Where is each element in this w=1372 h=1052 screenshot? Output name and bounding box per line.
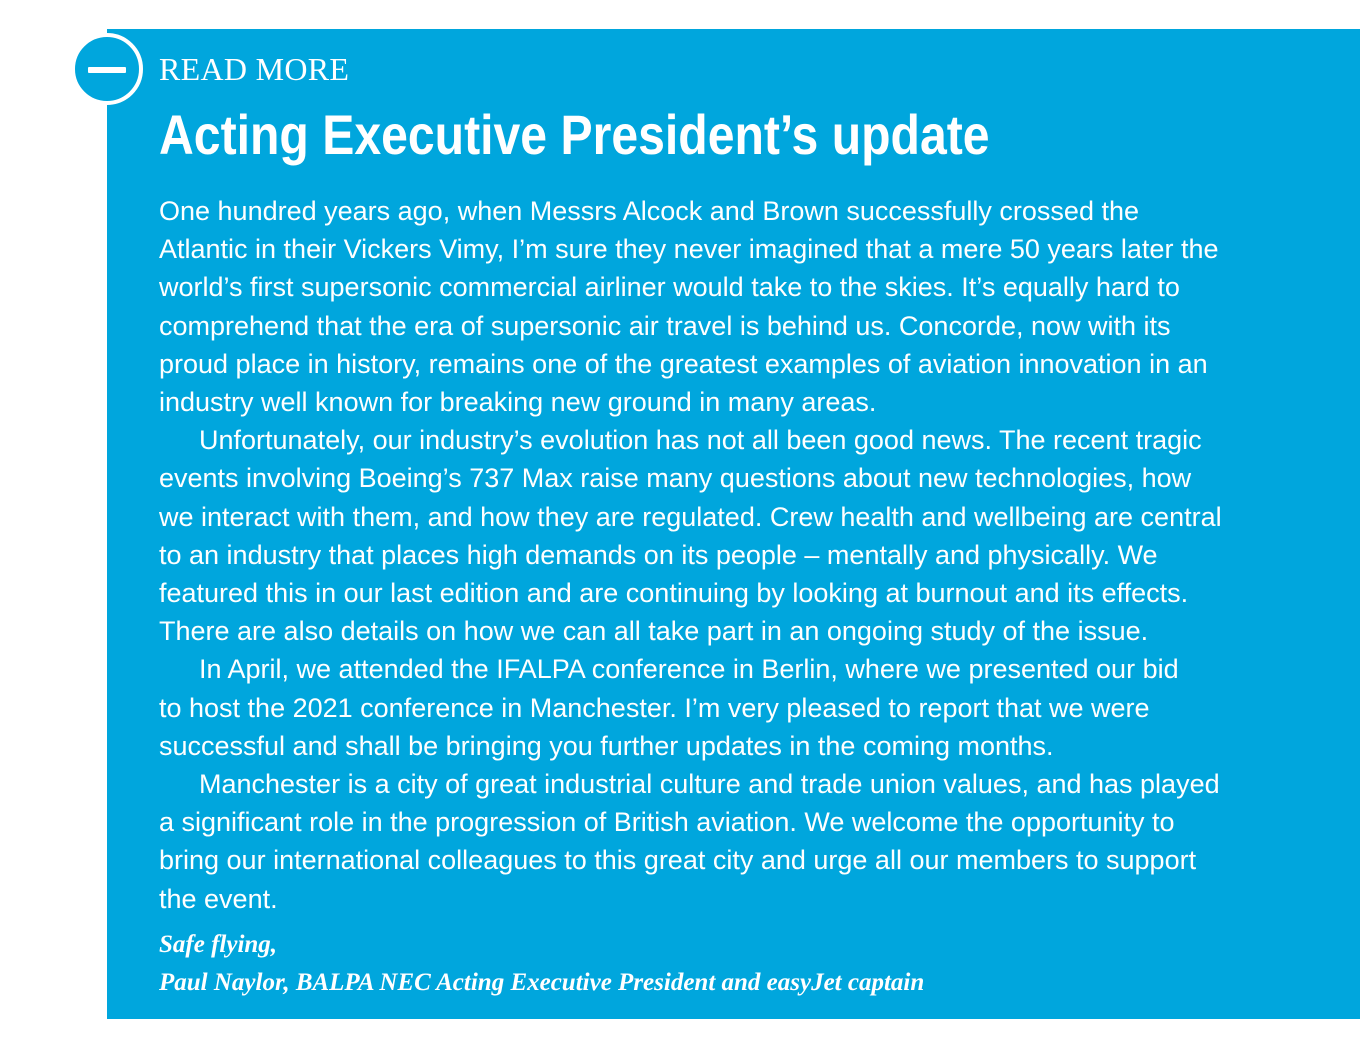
text-line: successful and shall be bringing you further updates in the coming months. [159,730,1054,761]
text-line: industry well known for breaking new ground in many areas. [159,387,877,418]
signoff-signature: Paul Naylor, BALPA NEC Acting Executive President and easyJet captain [159,969,925,996]
article-title: Acting Executive President’s update [159,103,990,166]
text-line: the event. [159,883,278,914]
text-line: One hundred years ago, when Messrs Alcock and Brown successfully crossed the [159,196,1139,226]
paragraph-3 [159,650,1349,765]
text-line: world’s first supersonic commercial airliner would take to the skies. It’s equally hard to [159,272,1180,303]
text-line: we interact with them, and how they are regulated. Crew health and wellbeing are central [159,501,1222,532]
text-line: to an industry that places high demands on its people – mentally and physically. We [159,539,1158,570]
text-line: bring our international colleagues to this great city and urge all our members to support [159,845,1197,876]
text-line: Unfortunately, our industry’s evolution has not all been good news. The recent tragic [199,425,1202,456]
text-line: proud place in history, remains one of the greatest examples of aviation innovation in an [159,348,1208,379]
read-more-label: READ MORE [159,51,350,87]
text-line: to host the 2021 conference in Manchester. I’m very pleased to report that we were [159,692,1150,723]
paragraph-4 [159,765,1349,918]
minus-icon [88,67,126,73]
article-body [159,192,1349,918]
text-line: Atlantic in their Vickers Vimy, I’m sure they never imagined that a mere 50 years later the [159,234,1219,265]
paragraph-2 [159,421,1349,650]
text-line: a significant role in the progression of British aviation. We welcome the opportunity to [159,807,1175,838]
signoff-greeting: Safe flying, [159,931,278,958]
text-line: comprehend that the era of supersonic air travel is behind us. Concorde, now with its [159,310,1171,341]
text-line: featured this in our last edition and are continuing by looking at burnout and its effects. [159,578,1189,609]
text-line: In April, we attended the IFALPA conference in Berlin, where we presented our bid [199,654,1179,685]
paragraph-1 [159,192,1349,421]
text-line: events involving Boeing’s 737 Max raise many questions about new technologies, how [159,463,1192,494]
text-line: There are also details on how we can all take part in an ongoing study of the issue. [159,616,1149,647]
signoff [159,926,924,1002]
collapse-minus-icon[interactable] [71,33,143,105]
text-line: Manchester is a city of great industrial culture and trade union values, and has played [199,769,1220,800]
